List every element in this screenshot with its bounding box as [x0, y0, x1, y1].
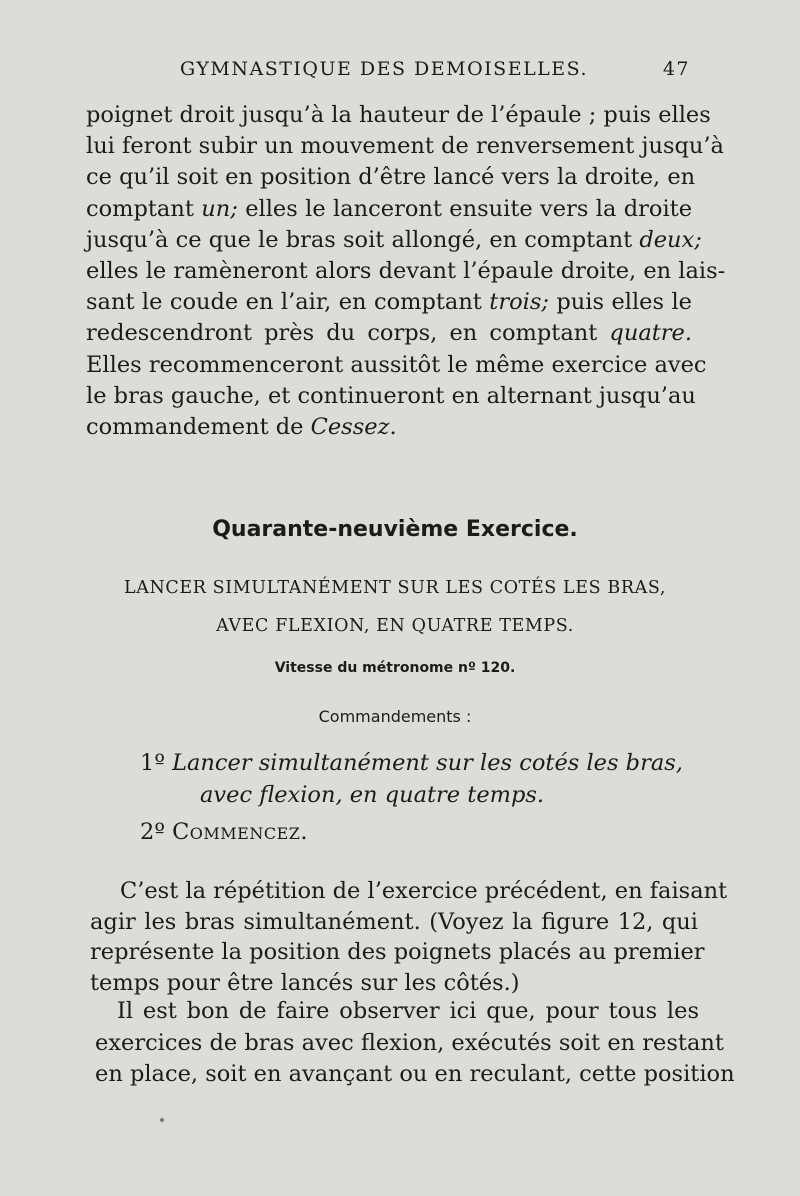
command-1-continuation-text: avec flexion, en quatre temps.	[200, 782, 545, 808]
text-line: Elles recommenceront aussitôt le même exercice avec	[86, 351, 707, 378]
text-line: poignet droit jusqu’à la hauteur de l’épaule ; puis elles	[86, 102, 711, 128]
text-line: commandement de Cessez.	[86, 414, 397, 441]
text-line: jusqu’à ce que le bras soit allongé, en comptant deux;	[86, 226, 702, 253]
command-2-text: Commencez.	[172, 819, 309, 845]
text-line: C’est la répétition de l’exercice précédent, en faisant	[120, 878, 728, 904]
text-line: en place, soit en avançant ou en reculant, cette position	[95, 1061, 735, 1087]
exercise-subtitle-line2: AVEC FLEXION, EN QUATRE TEMPS.	[216, 616, 574, 636]
page-number: 47	[662, 58, 690, 80]
command-1-text: Lancer simultanément sur les cotés les bras,	[172, 750, 683, 776]
command-1-continuation	[200, 779, 544, 811]
text-line: lui feront subir un mouvement de renversement jusqu’à	[86, 133, 724, 160]
command-1	[140, 747, 683, 779]
paragraph-continuation	[86, 100, 726, 443]
text-line: comptant un; elles le lanceront ensuite vers la droite	[86, 195, 693, 222]
command-1-number: 1º	[140, 750, 165, 776]
text-line: temps pour être lancés sur les côtés.)	[90, 969, 520, 996]
text-line: redescendront près du corps, en comptant quatre.	[86, 320, 692, 347]
command-2-number: 2º	[140, 819, 165, 845]
paragraph-observation	[95, 996, 735, 1091]
text-line: elles le ramèneront alors devant l’épaule droite, en lais-	[86, 258, 726, 285]
text-line: Il est bon de faire observer ici que, pour tous les	[117, 998, 699, 1024]
exercise-subtitle-line1: LANCER SIMULTANÉMENT SUR LES COTÉS LES BRAS,	[123, 578, 667, 598]
text-line: agir les bras simultanément. (Voyez la figure 12, qui	[90, 908, 698, 935]
metronome-tempo: Vitesse du métronome nº 120.	[274, 660, 516, 676]
command-2	[140, 816, 308, 848]
commands-label: Commandements :	[318, 707, 472, 726]
paper-speck	[160, 1118, 164, 1122]
text-line: représente la position des poignets placés au premier	[90, 939, 705, 965]
text-line: exercices de bras avec flexion, exécutés soit en restant	[95, 1029, 724, 1056]
text-line: le bras gauche, et continueront en alternant jusqu’au	[86, 382, 696, 409]
text-line: ce qu’il soit en position d’être lancé vers la droite, en	[86, 164, 696, 191]
running-title: GYMNASTIQUE DES DEMOISELLES.	[180, 58, 589, 80]
paragraph-explanation	[90, 876, 728, 998]
exercise-heading: Quarante-neuvième Exercice.	[212, 517, 578, 542]
text-line: sant le coude en l’air, en comptant trois; puis elles le	[86, 289, 692, 316]
